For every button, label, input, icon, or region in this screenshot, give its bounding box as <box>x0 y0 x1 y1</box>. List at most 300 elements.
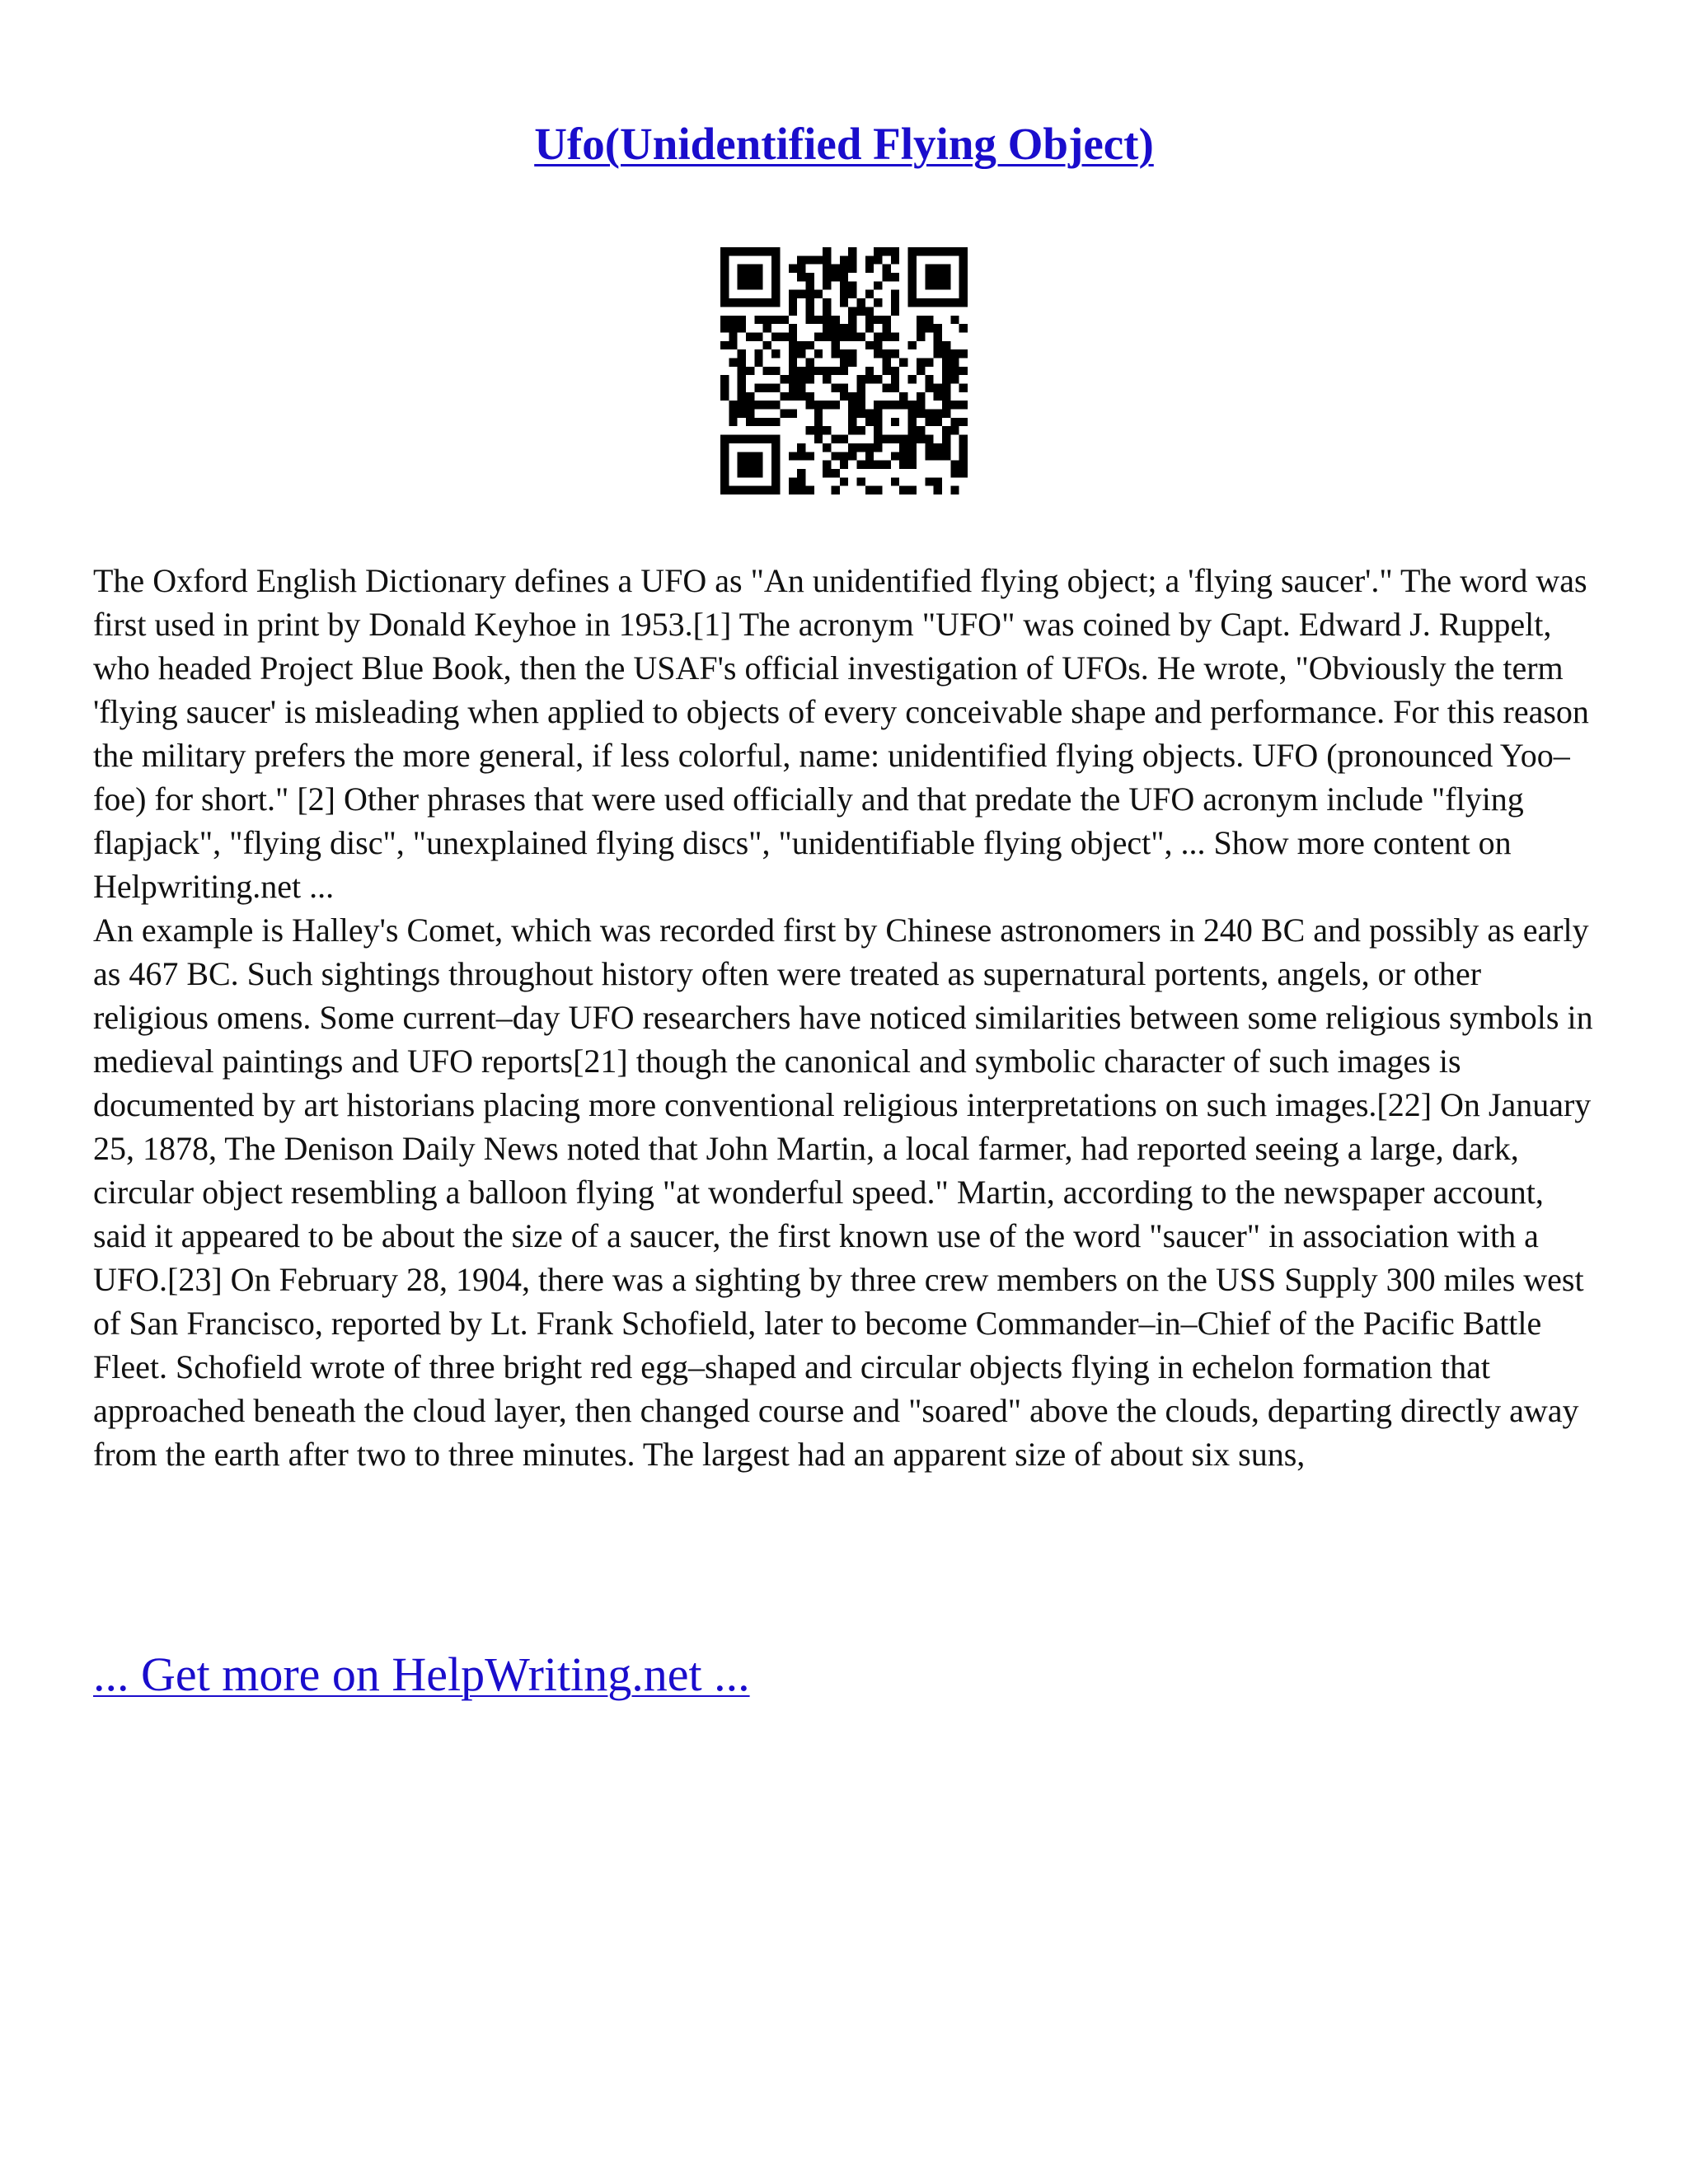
qr-module <box>891 255 899 264</box>
qr-module <box>823 367 831 375</box>
qr-module <box>934 281 942 289</box>
qr-module <box>840 290 848 298</box>
qr-module <box>823 247 831 255</box>
qr-module <box>891 298 899 307</box>
qr-module <box>754 401 762 409</box>
qr-module <box>857 375 865 383</box>
qr-module <box>942 281 950 289</box>
qr-module <box>720 375 729 383</box>
qr-module <box>917 426 925 434</box>
qr-module <box>857 392 865 401</box>
qr-module <box>840 392 848 401</box>
qr-module <box>908 265 917 273</box>
qr-module <box>823 401 831 409</box>
qr-module <box>729 316 737 324</box>
qr-module <box>831 435 839 443</box>
qr-module <box>925 375 933 383</box>
qr-module <box>883 273 891 281</box>
qr-module <box>908 273 917 281</box>
qr-module <box>754 469 762 477</box>
qr-module <box>950 461 959 469</box>
qr-module <box>942 341 950 349</box>
qr-module <box>865 307 874 315</box>
qr-module <box>771 265 780 273</box>
qr-module <box>840 298 848 307</box>
qr-module <box>754 384 762 392</box>
qr-module <box>959 247 968 255</box>
qr-module <box>720 384 729 392</box>
get-more-link[interactable]: ... Get more on HelpWriting.net ... <box>93 1647 750 1701</box>
qr-module <box>908 486 917 494</box>
qr-module <box>908 435 917 443</box>
qr-module <box>789 486 797 494</box>
qr-module <box>789 307 797 315</box>
qr-module <box>891 418 899 426</box>
qr-module <box>771 384 780 392</box>
qr-module <box>865 486 874 494</box>
qr-module <box>848 290 856 298</box>
qr-module <box>950 469 959 477</box>
qr-module <box>925 452 933 460</box>
qr-code-graphic <box>720 247 968 494</box>
qr-module <box>959 298 968 307</box>
qr-module <box>934 341 942 349</box>
qr-module <box>805 290 814 298</box>
qr-module <box>763 418 771 426</box>
qr-module <box>814 332 823 340</box>
qr-module <box>899 358 907 366</box>
qr-module <box>814 255 823 264</box>
qr-module <box>908 410 917 418</box>
qr-module <box>771 316 780 324</box>
qr-module <box>805 255 814 264</box>
qr-module <box>840 332 848 340</box>
qr-module <box>883 349 891 358</box>
qr-module <box>848 324 856 332</box>
qr-module <box>959 273 968 281</box>
qr-module <box>805 341 814 349</box>
qr-module <box>789 410 797 418</box>
qr-module <box>848 452 856 460</box>
qr-module <box>942 375 950 383</box>
qr-module <box>789 392 797 401</box>
qr-module <box>771 255 780 264</box>
qr-module <box>738 316 746 324</box>
qr-module <box>771 273 780 281</box>
qr-module <box>814 401 823 409</box>
qr-module <box>959 452 968 460</box>
qr-module <box>959 265 968 273</box>
qr-module <box>840 477 848 485</box>
qr-module <box>883 358 891 366</box>
qr-module <box>729 332 737 340</box>
qr-module <box>959 401 968 409</box>
qr-module <box>720 477 729 485</box>
paragraph-history: An example is Halley's Comet, which was recorded first by Chinese astronomers in 240 BC and possibly as early as 467 BC. Such sightings throughout history often were treated as supernatural portents, angels, or other religious omens. Some current–day UFO researchers have noticed similarities between some religious symbols in medieval paintings and UFO reports[21] though the canonical and symbolic character of such images is documented by art historians placing more conventional religious interpretations on such images.[22] On January 25, 1878, The Denison Daily News noted that John Martin, a local farmer, had reported seeing a large, dark, circular object resembling a balloon flying "at wonderful speed." Martin, according to the newspaper account, said it appeared to be about the size of a saucer, the first known use of the word "saucer" in association with a UFO.[23] On February 28, 1904, there was a sighting by three crew members on the USS Supply 300 miles west of San Francisco, reported by Lt. Frank Schofield, later to become Commander–in–Chief of the Pacific Battle Fleet. Schofield wrote of three bright red egg–shaped and circular objects flying in echelon formation that approached beneath the cloud layer, then changed course and "soared" above the clouds, departing directly away from the earth after two to three minutes. The largest had an apparent size of about six suns, <box>93 912 1593 1473</box>
qr-module <box>720 265 729 273</box>
qr-module <box>763 316 771 324</box>
qr-module <box>950 247 959 255</box>
qr-module <box>746 332 754 340</box>
qr-module <box>771 452 780 460</box>
qr-module <box>797 392 805 401</box>
qr-module <box>899 401 907 409</box>
qr-module <box>942 247 950 255</box>
qr-module <box>797 290 805 298</box>
qr-module <box>857 461 865 469</box>
qr-module <box>899 435 907 443</box>
qr-module <box>942 401 950 409</box>
qr-module <box>797 375 805 383</box>
qr-module <box>857 307 865 315</box>
qr-module <box>925 316 933 324</box>
qr-module <box>789 324 797 332</box>
qr-module <box>738 298 746 307</box>
qr-module <box>831 332 839 340</box>
qr-module <box>925 281 933 289</box>
qr-module <box>805 401 814 409</box>
qr-module <box>780 410 788 418</box>
qr-module <box>865 410 874 418</box>
qr-module <box>934 349 942 358</box>
qr-module <box>823 375 831 383</box>
qr-module <box>814 435 823 443</box>
qr-module <box>925 324 933 332</box>
qr-module <box>746 298 754 307</box>
qr-module <box>925 265 933 273</box>
qr-module <box>874 281 882 289</box>
qr-module <box>780 332 788 340</box>
qr-module <box>874 435 882 443</box>
qr-module <box>754 265 762 273</box>
qr-module <box>874 375 882 383</box>
qr-module <box>908 443 917 452</box>
qr-module <box>883 316 891 324</box>
qr-module <box>738 324 746 332</box>
qr-module <box>823 461 831 469</box>
qr-module <box>746 401 754 409</box>
qr-module <box>908 281 917 289</box>
qr-module <box>789 477 797 485</box>
qr-module <box>746 265 754 273</box>
qr-module <box>754 281 762 289</box>
qr-module <box>720 290 729 298</box>
qr-module <box>857 426 865 434</box>
qr-module <box>925 247 933 255</box>
qr-module <box>857 410 865 418</box>
qr-module <box>797 452 805 460</box>
qr-module <box>780 375 788 383</box>
qr-module <box>720 255 729 264</box>
qr-module <box>771 443 780 452</box>
qr-module <box>789 298 797 307</box>
qr-module <box>823 307 831 315</box>
qr-module <box>848 281 856 289</box>
qr-module <box>823 281 831 289</box>
qr-module <box>883 435 891 443</box>
qr-module <box>891 452 899 460</box>
qr-module <box>848 443 856 452</box>
qr-module <box>950 486 959 494</box>
qr-module <box>848 247 856 255</box>
qr-module <box>805 307 814 315</box>
qr-module <box>891 273 899 281</box>
qr-module <box>738 486 746 494</box>
qr-module <box>797 349 805 358</box>
qr-module <box>754 247 762 255</box>
qr-module <box>746 469 754 477</box>
qr-module <box>729 435 737 443</box>
qr-module <box>848 265 856 273</box>
qr-module <box>874 418 882 426</box>
qr-module <box>840 384 848 392</box>
qr-module <box>789 367 797 375</box>
qr-module <box>814 349 823 358</box>
qr-module <box>771 401 780 409</box>
qr-module <box>746 452 754 460</box>
qr-module <box>729 486 737 494</box>
qr-module <box>899 392 907 401</box>
qr-module <box>738 469 746 477</box>
qr-module <box>865 316 874 324</box>
qr-module <box>950 367 959 375</box>
qr-module <box>771 477 780 485</box>
qr-module <box>891 367 899 375</box>
qr-module <box>917 392 925 401</box>
qr-module <box>823 443 831 452</box>
qr-module <box>771 290 780 298</box>
qr-module <box>831 401 839 409</box>
qr-module <box>814 410 823 418</box>
qr-module <box>934 273 942 281</box>
qr-module <box>934 392 942 401</box>
qr-module <box>874 401 882 409</box>
qr-module <box>738 349 746 358</box>
qr-module <box>959 435 968 443</box>
qr-module <box>874 426 882 434</box>
qr-module <box>738 281 746 289</box>
qr-module <box>729 341 737 349</box>
qr-module <box>797 486 805 494</box>
qr-module <box>720 341 729 349</box>
qr-module <box>950 316 959 324</box>
qr-module <box>942 452 950 460</box>
qr-module <box>883 324 891 332</box>
qr-module <box>840 255 848 264</box>
qr-module <box>738 392 746 401</box>
qr-module <box>831 341 839 349</box>
qr-module <box>746 461 754 469</box>
qr-module <box>805 367 814 375</box>
qr-module <box>763 384 771 392</box>
qr-module <box>917 316 925 324</box>
qr-module <box>925 410 933 418</box>
title-link[interactable]: Ufo(Unidentified Flying Object) <box>534 119 1154 169</box>
qr-module <box>883 332 891 340</box>
qr-module <box>720 469 729 477</box>
qr-module <box>865 461 874 469</box>
qr-module <box>720 316 729 324</box>
qr-module <box>950 401 959 409</box>
qr-module <box>814 367 823 375</box>
qr-module <box>738 384 746 392</box>
qr-module <box>934 384 942 392</box>
qr-module <box>942 358 950 366</box>
qr-module <box>805 375 814 383</box>
qr-module <box>934 443 942 452</box>
qr-module <box>857 332 865 340</box>
qr-module <box>797 265 805 273</box>
qr-module <box>746 273 754 281</box>
qr-module <box>771 367 780 375</box>
qr-module <box>729 247 737 255</box>
qr-module <box>771 418 780 426</box>
qr-module <box>805 452 814 460</box>
qr-module <box>763 401 771 409</box>
qr-module <box>942 384 950 392</box>
qr-module <box>840 273 848 281</box>
qr-module <box>865 443 874 452</box>
qr-module <box>797 273 805 281</box>
qr-module <box>934 452 942 460</box>
qr-module <box>874 410 882 418</box>
qr-module <box>823 469 831 477</box>
qr-module <box>934 247 942 255</box>
qr-module <box>797 469 805 477</box>
qr-module <box>814 426 823 434</box>
qr-module <box>831 367 839 375</box>
qr-module <box>857 384 865 392</box>
qr-module <box>763 435 771 443</box>
qr-module <box>720 461 729 469</box>
qr-module <box>857 298 865 307</box>
qr-module <box>754 273 762 281</box>
qr-module <box>883 265 891 273</box>
qr-module <box>831 452 839 460</box>
qr-module <box>908 452 917 460</box>
qr-module <box>746 392 754 401</box>
qr-module <box>874 332 882 340</box>
qr-module <box>823 316 831 324</box>
qr-module <box>899 461 907 469</box>
qr-module <box>840 265 848 273</box>
qr-module <box>729 358 737 366</box>
qr-module <box>805 273 814 281</box>
qr-module <box>934 410 942 418</box>
qr-module <box>891 332 899 340</box>
qr-module <box>789 265 797 273</box>
qr-module <box>934 332 942 340</box>
qr-module <box>754 298 762 307</box>
qr-module <box>942 410 950 418</box>
qr-module <box>738 410 746 418</box>
qr-module <box>754 461 762 469</box>
qr-module <box>925 443 933 452</box>
qr-module <box>771 332 780 340</box>
qr-module <box>908 298 917 307</box>
qr-module <box>746 367 754 375</box>
qr-module <box>857 477 865 485</box>
qr-module <box>857 401 865 409</box>
qr-module <box>797 443 805 452</box>
qr-module <box>917 324 925 332</box>
qr-module <box>805 426 814 434</box>
qr-module <box>925 435 933 443</box>
qr-module <box>831 384 839 392</box>
page-title <box>0 115 1688 173</box>
qr-module <box>891 349 899 358</box>
qr-module <box>805 392 814 401</box>
qr-module <box>925 418 933 426</box>
qr-module <box>738 401 746 409</box>
qr-module <box>883 461 891 469</box>
qr-module <box>883 401 891 409</box>
qr-module <box>763 247 771 255</box>
qr-module <box>883 384 891 392</box>
qr-module <box>959 461 968 469</box>
qr-module <box>746 281 754 289</box>
qr-module <box>771 298 780 307</box>
qr-module <box>874 461 882 469</box>
qr-module <box>754 349 762 358</box>
qr-module <box>754 316 762 324</box>
qr-module <box>848 392 856 401</box>
qr-module <box>934 265 942 273</box>
qr-module <box>738 452 746 460</box>
qr-module <box>925 298 933 307</box>
qr-module <box>934 477 942 485</box>
qr-module <box>754 452 762 460</box>
qr-module <box>771 486 780 494</box>
qr-module <box>848 307 856 315</box>
qr-module <box>831 316 839 324</box>
qr-module <box>874 443 882 452</box>
qr-module <box>891 435 899 443</box>
qr-module <box>848 418 856 426</box>
qr-module <box>865 367 874 375</box>
qr-module <box>771 247 780 255</box>
qr-module <box>917 367 925 375</box>
qr-module <box>917 298 925 307</box>
qr-module <box>950 358 959 366</box>
qr-module <box>738 247 746 255</box>
qr-module <box>848 401 856 409</box>
qr-module <box>738 461 746 469</box>
qr-module <box>720 443 729 452</box>
qr-module <box>814 418 823 426</box>
qr-module <box>959 324 968 332</box>
qr-module <box>942 392 950 401</box>
qr-module <box>891 384 899 392</box>
qr-module <box>754 418 762 426</box>
qr-module <box>831 349 839 358</box>
qr-module <box>959 281 968 289</box>
qr-module <box>942 435 950 443</box>
qr-module <box>797 477 805 485</box>
qr-module <box>883 247 891 255</box>
qr-module <box>865 375 874 383</box>
qr-module <box>840 281 848 289</box>
qr-module <box>908 341 917 349</box>
qr-module <box>865 341 874 349</box>
qr-module <box>908 418 917 426</box>
qr-module <box>823 332 831 340</box>
qr-module <box>797 255 805 264</box>
qr-module <box>891 375 899 383</box>
qr-module <box>950 418 959 426</box>
get-more-section <box>93 1645 750 1704</box>
qr-module <box>738 367 746 375</box>
